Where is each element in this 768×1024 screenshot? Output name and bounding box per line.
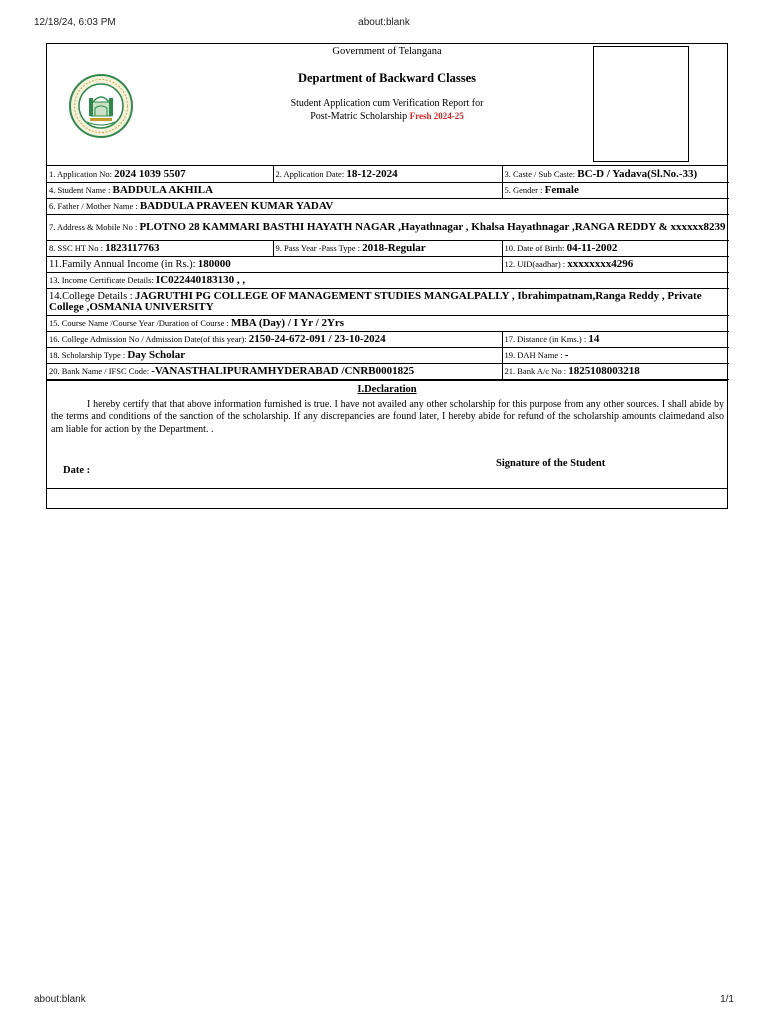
report-title: [227, 98, 547, 123]
gender: Female: [544, 184, 579, 196]
ssc-cell: 8. SSC HT No : 1823117763: [47, 240, 273, 256]
table-row: [47, 363, 729, 379]
application-date: 18-12-2024: [346, 167, 398, 180]
department-name: Department of Backward Classes: [297, 71, 477, 85]
date-label: Date :: [63, 464, 91, 476]
table-row: [47, 182, 729, 198]
table-row: [47, 331, 729, 347]
declaration-section: [47, 380, 727, 488]
print-page-title: about:blank: [358, 17, 410, 28]
distance-cell: 17. Distance (in Kms.) : 14: [502, 331, 729, 347]
course-cell: 15. Course Name /Course Year /Duration of Course : MBA (Day) / I Yr / 2Yrs: [47, 315, 729, 331]
dob-cell: 10. Date of Birth: 04-11-2002: [502, 240, 729, 256]
details-table: [47, 166, 729, 380]
application-date-cell: 2. Application Date: 18-12-2024: [273, 166, 502, 182]
report-title-line1: Student Application cum Verification Report for: [290, 98, 484, 109]
photo-box: [593, 46, 689, 162]
scholarship-type: Day Scholar: [127, 349, 186, 361]
address: PLOTNO 28 KAMMARI BASTHI HAYATH NAGAR ,Hayathnagar , Khalsa Hayathnagar ,RANGA REDDY & xxxxxx8239: [139, 221, 726, 233]
pass-cell: 9. Pass Year -Pass Type : 2018-Regular: [273, 240, 502, 256]
pass-year: 2018-Regular: [362, 242, 426, 254]
address-cell: 7. Address & Mobile No : PLOTNO 28 KAMMARI BASTHI HAYATH NAGAR ,Hayathnagar , Khalsa Hayathnagar ,RANGA REDDY & xxxxxx8239: [47, 214, 729, 240]
distance: 14: [588, 333, 600, 345]
dah-name: -: [564, 349, 569, 361]
table-row: [47, 166, 729, 182]
application-no: 2024 1039 5507: [114, 167, 186, 180]
fresh-badge: Fresh 2024-25: [409, 111, 464, 121]
admission-details: 2150-24-672-091 / 23-10-2024: [248, 333, 386, 345]
scholarship-cell: 18. Scholarship Type : Day Scholar: [47, 347, 502, 363]
dah-cell: 19. DAH Name : -: [502, 347, 729, 363]
table-row: [47, 288, 729, 315]
bottom-row: [47, 488, 727, 505]
government-name: Government of Telangana: [332, 46, 442, 57]
table-row: [47, 315, 729, 331]
application-no-cell: 1. Application No: 2024 1039 5507: [47, 166, 273, 182]
uid-cell: 12. UID(aadhar) : xxxxxxxx4296: [502, 256, 729, 272]
declaration-text: I hereby certify that that above information furnished is true. I have not availed any other scholarship for this purpose from any other sources. I shall abide by the terms and conditions of the sanction of the scholarship. If any discrepancies are found later, I hereby abide for refund of the scholarship amounts claimedand also am liable for action by the Department. .: [51, 398, 724, 435]
print-footer-url: about:blank: [34, 994, 86, 1005]
parent-name: BADDULA PRAVEEN KUMAR YADAV: [139, 200, 334, 212]
table-row: [47, 198, 729, 214]
report-header: [47, 44, 727, 166]
print-datetime: 12/18/24, 6:03 PM: [34, 17, 116, 28]
income-certificate-cell: 13. Income Certificate Details: IC022440183130 , ,: [47, 272, 729, 288]
date-of-birth: 04-11-2002: [566, 242, 618, 254]
gender-cell: 5. Gender : Female: [502, 182, 729, 198]
table-row: [47, 272, 729, 288]
caste: BC-D / Yadava(Sl.No.-33): [577, 167, 698, 180]
student-name-cell: 4. Student Name : BADDULA AKHILA: [47, 182, 502, 198]
table-row: [47, 256, 729, 272]
ssc-ht-no: 1823117763: [105, 242, 160, 254]
account-cell: 21. Bank A/c No : 1825108003218: [502, 363, 729, 379]
student-name: BADDULA AKHILA: [112, 184, 214, 196]
admission-cell: 16. College Admission No / Admission Date(of this year): 2150-24-672-091 / 23-10-2024: [47, 331, 502, 347]
print-footer: [34, 994, 734, 1008]
table-row: [47, 347, 729, 363]
print-page-count: 1/1: [720, 994, 734, 1005]
college-details: JAGRUTHI PG COLLEGE OF MANAGEMENT STUDIES MANGALPALLY , Ibrahimpatnam,Ranga Reddy , Private College ,OSMANIA UNIVERSITY: [49, 290, 702, 313]
income-certificate: IC022440183130 , ,: [155, 274, 246, 286]
family-income: 180000: [197, 257, 231, 270]
course-details: MBA (Day) / I Yr / 2Yrs: [231, 317, 345, 329]
table-row: [47, 240, 729, 256]
application-report: [46, 43, 728, 509]
caste-cell: 3. Caste / Sub Caste: BC-D / Yadava(Sl.No.-33): [502, 166, 729, 182]
parent-cell: 6. Father / Mother Name : BADDULA PRAVEEN KUMAR YADAV: [47, 198, 729, 214]
report-title-line2: Post-Matric Scholarship: [310, 111, 408, 122]
uid-aadhar: xxxxxxxx4296: [567, 258, 634, 270]
declaration-title: I.Declaration: [357, 383, 417, 395]
telangana-emblem-icon: [69, 74, 133, 138]
print-header: [34, 17, 734, 31]
bank-cell: 20. Bank Name / IFSC Code: -VANASTHALIPURAMHYDERABAD /CNRB0001825: [47, 363, 502, 379]
college-cell: 14.College Details : JAGRUTHI PG COLLEGE OF MANAGEMENT STUDIES MANGALPALLY , Ibrahimpatnam,Ranga Reddy , Private College ,OSMANIA UNIVERSITY: [47, 288, 729, 315]
table-row: [47, 214, 729, 240]
bank-account-no: 1825108003218: [568, 365, 640, 377]
bank-details: -VANASTHALIPURAMHYDERABAD /CNRB0001825: [151, 365, 415, 377]
signature-label: Signature of the Student: [496, 457, 606, 469]
income-cell: 11.Family Annual Income (in Rs.): 180000: [47, 256, 502, 272]
